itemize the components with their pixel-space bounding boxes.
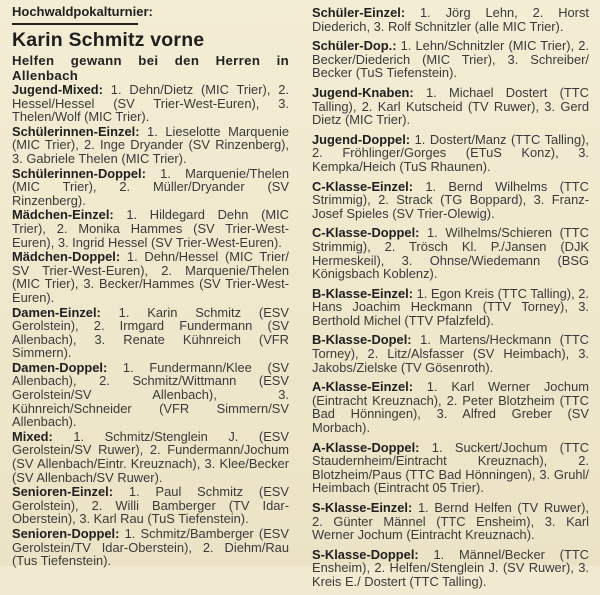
entry-text: 1. Fundermann/Klee (SV Allenbach), 2. Schmitz/Wittmann (ESV Gerolstein/SV Allenbach), 3. Kühnreich/Schneider (VFR Simmern/SV Allenbach). [12, 359, 289, 430]
entry-text: 1. Wilhelms/Schieren (TTC Strimmig), 2. Trösch Kl. P./Jansen (DJK Hermeskeil), 3. Ohnse/Wiedemann (BSG Königsbach Koblenz). [312, 225, 589, 282]
left-column [12, 4, 289, 569]
entry-text: 1. Bernd Wilhelms (TTC Strimmig), 2. Strack (TG Boppard), 3. Franz-Josef Spieles (SV Trier-Olewig). [312, 178, 589, 221]
entry-text: 1. Karl Werner Jochum (Eintracht Kreuznach), 2. Peter Blotzheim (TTC Bad Hönningen), 3. Alfred Greber (SV Morbach). [312, 379, 589, 436]
entry-label: Schüler-Dop.: [312, 38, 397, 54]
entry-label: A-Klasse-Einzel: [312, 379, 414, 395]
entry-label: Schüler-Einzel: [312, 5, 406, 20]
entry-text: 1. Marquenie/Thelen (MIC Trier), 2. Müller/Dryander (SV Rinzenberg). [12, 165, 289, 208]
entry-text: 1. Martens/Heckmann (TTC Torney), 2. Litz/Alsfasser (SV Heimbach), 3. Jakobs/Zielske (TV Gösenroth). [312, 332, 589, 375]
entry-text: 1. Dostert/Manz (TTC Talling), 2. Fröhlinger/Gorges (ETuS Konz), 3. Kempka/Heich (TuS Rhaunen). [312, 131, 589, 174]
entry-label: Damen-Einzel: [12, 304, 101, 320]
result-entry-schuelerinnen-einzel [12, 125, 289, 166]
entry-text: 1. Karin Schmitz (ESV Gerolstein), 2. Irmgard Fundermann (SV Allenbach), 3. Renate Kühnreich (VFR Simmern). [12, 304, 289, 361]
entry-text: 1. Dehn/Dietz (MIC Trier), 2. Hessel/Hessel (SV Trier-West-Euren), 3. Thelen/Wolf (MIC Trier). [12, 82, 289, 125]
result-entry-jugend-doppel [312, 133, 589, 174]
entry-label: Senioren-Doppel: [12, 526, 120, 541]
entry-text: 1. Schmitz/Stenglein J. (ESV Gerolstein/SV Ruwer), 2. Fundermann/Jochum (SV Allenbach/Eintr. Kreuznach), 3. Klee/Becker (SV Allenbach/SV Ruwer). [12, 428, 289, 485]
entry-label: B-Klasse-Einzel: [312, 285, 414, 301]
entry-label: B-Klasse-Dopel: [312, 332, 412, 348]
result-entry-maedchen-doppel [12, 250, 289, 304]
result-entry-senioren-einzel [12, 485, 289, 526]
entry-label: C-Klasse-Einzel: [312, 178, 414, 194]
entry-label: Mädchen-Doppel: [12, 249, 121, 265]
entry-label: Mädchen-Einzel: [12, 207, 114, 223]
result-entry-a-klasse-doppel [312, 441, 589, 495]
result-entry-mixed [12, 430, 289, 484]
result-entry-damen-einzel [12, 306, 289, 360]
entry-text: 1. Dehn/Hessel (MIC Trier/ SV Trier-West-Euren), 2. Marquenie/Thelen (MIC Trier), 3. Becker/Hammes (SV Trier-West-Euren). [12, 249, 289, 305]
result-entry-c-klasse-einzel [312, 180, 589, 221]
entry-label: Schülerinnen-Doppel: [12, 165, 146, 181]
result-entry-s-klasse-einzel [312, 501, 589, 542]
entry-text: 1. Suckert/Jochum (TTC Staudernheim/Eintracht Kreuznach), 2. Blotzheim/Paus (TTC Bad Hönningen), 3. Gruhl/ Heimbach (Eintracht 05 Trier). [312, 439, 589, 496]
entry-label: C-Klasse-Doppel: [312, 225, 420, 241]
entry-label: Mixed: [12, 428, 53, 444]
result-entry-b-klasse-doppel [312, 333, 589, 374]
result-entry-jugend-knaben [312, 86, 589, 127]
entry-text: 1. Jörg Lehn, 2. Horst Diederich, 3. Rolf Schnitzler (alle MIC Trier). [312, 5, 589, 34]
result-entry-a-klasse-einzel [312, 380, 589, 434]
entry-label: S-Klasse-Einzel: [312, 500, 413, 515]
result-entry-damen-doppel [12, 361, 289, 429]
entry-text: 1. Paul Schmitz (ESV Gerolstein), 2. Willi Bamberger (TV Idar-Oberstein), 3. Karl Rau (TuS Tiefenstein). [12, 484, 289, 527]
result-entry-schueler-doppel [312, 39, 589, 80]
right-column [312, 6, 589, 595]
result-entry-maedchen-einzel [12, 208, 289, 249]
entry-label: Schülerinnen-Einzel: [12, 123, 140, 139]
article-headline: Karin Schmitz vorne [12, 29, 205, 51]
result-entry-schueler-einzel [312, 6, 589, 33]
entry-label: Jugend-Mixed: [12, 82, 103, 97]
entry-text: 1. Bernd Helfen (TV Ruwer), 2. Günter Männel (TTC Ensheim), 3. Karl Werner Jochum (Eintracht Kreuznach). [312, 500, 589, 543]
entry-label: Jugend-Doppel: [312, 131, 411, 147]
entry-text: 1. Hildegard Dehn (MIC Trier), 2. Monika Hammes (SV Trier-West-Euren), 3. Ingrid Hessel (SV Trier-West-Euren). [12, 207, 289, 250]
entry-text: 1. Schmitz/Bamberger (ESV Gerolstein/TV Idar-Oberstein), 2. Diehm/Rau (Tus Tiefenstein). [12, 526, 289, 569]
entry-text: 1. Lehn/Schnitzler (MIC Trier), 2. Becker/Diederich (MIC Trier), 3. Schreiber/ Becker (TuS Tiefenstein). [312, 38, 589, 81]
entry-label: Jugend-Knaben: [312, 84, 414, 100]
result-entry-c-klasse-doppel [312, 226, 589, 280]
result-entry-s-klasse-doppel [312, 548, 589, 589]
article-kicker: Hochwaldpokalturnier: [12, 4, 138, 25]
entry-label: A-Klasse-Doppel: [312, 439, 420, 455]
entry-text: 1. Michael Dostert (TTC Talling), 2. Karl Kutscheid (TV Ruwer), 3. Gerd Dietz (MIC Trier). [312, 84, 589, 128]
entry-label: S-Klasse-Doppel: [312, 546, 419, 562]
result-entry-jugend-mixed [12, 83, 289, 124]
result-entry-schuelerinnen-doppel [12, 167, 289, 208]
entry-text: 1. Männel/Becker (TTC Ensheim), 2. Helfen/Stenglein J. (SV Ruwer), 3. Kreis E./ Dostert (TTC Talling). [312, 546, 589, 589]
entry-label: Damen-Doppel: [12, 359, 108, 375]
entry-text: 1. Lieselotte Marquenie (MIC Trier), 2. Inge Dryander (SV Rinzenberg), 3. Gabriele Thelen (MIC Trier). [12, 123, 289, 166]
result-entry-senioren-doppel [12, 527, 289, 568]
article-subheadline: Helfen gewann bei den Herren in Allenbach [12, 53, 289, 83]
entry-text: 1. Egon Kreis (TTC Talling), 2. Hans Joachim Heckmann (TTV Torney), 3. Berthold Michel (TTV Pfalzfeld). [312, 285, 590, 328]
entry-label: Senioren-Einzel: [12, 484, 113, 500]
result-entry-b-klasse-einzel [312, 287, 589, 328]
